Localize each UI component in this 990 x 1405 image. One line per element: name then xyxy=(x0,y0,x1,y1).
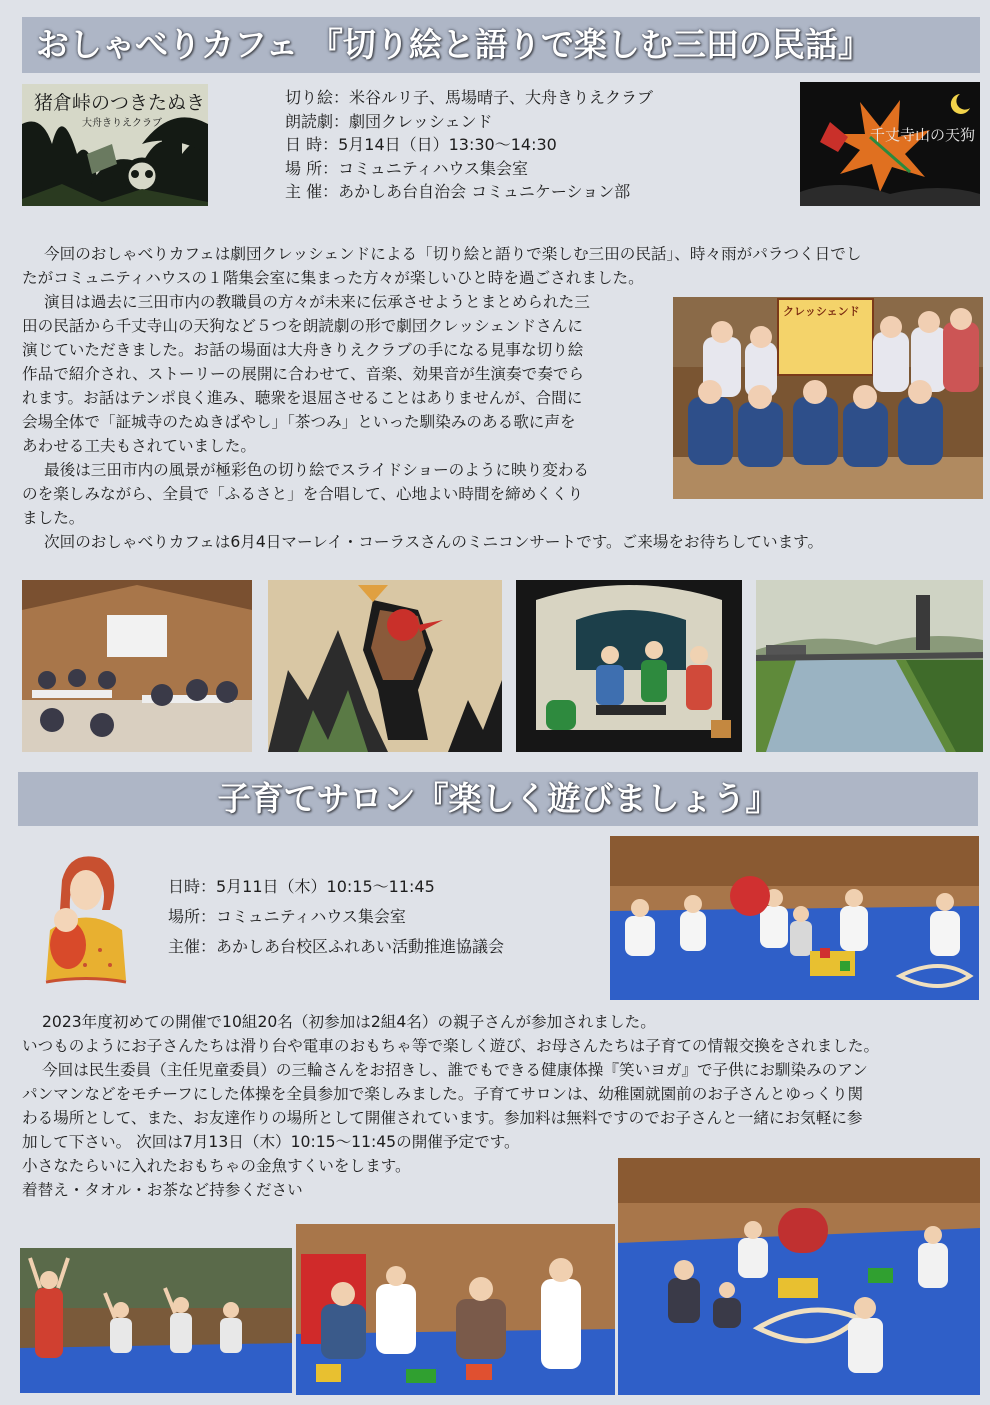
river-cutout-photo xyxy=(756,580,983,752)
cafe-title: おしゃべりカフェ 『切り絵と語りで楽しむ三田の民話』 xyxy=(22,17,980,73)
kirie-tengu-caption: 千丈寺山の天狗 xyxy=(870,126,976,144)
salon-info-date: 日時：5月11日（木）10:15～11:45 xyxy=(168,877,435,896)
cafe-info-place: 場 所：コミュニティハウス集会室 xyxy=(285,158,529,178)
salon-body-line: 小さなたらいに入れたおもちゃの金魚すくいをします。 xyxy=(22,1157,411,1175)
cafe-info-date: 日 時：5月14日（日）13:30～14:30 xyxy=(285,135,557,154)
cafe-info-kirie: 切り絵：米谷ルリ子、馬場晴子、大舟きりえクラブ xyxy=(285,88,654,107)
cafe-info xyxy=(285,86,653,204)
tengu-cutout-photo xyxy=(268,580,502,752)
salon-group-photo xyxy=(610,836,979,1000)
salon-info-host: 主催：あかしあ台校区ふれあい活動推進協議会 xyxy=(168,937,505,956)
kirie-tanuki-caption: 猪倉峠のつきたぬき xyxy=(34,92,206,114)
kirie-tanuki-image xyxy=(22,84,208,206)
kirie-tanuki-subcaption: 大舟きりえクラブ xyxy=(82,118,162,129)
cafe-info-host: 主 催：あかしあ台自治会 コミュニケーション部 xyxy=(285,182,631,201)
cafe-body-line: たがコミュニティハウスの１階集会室に集まった方々が楽しいひと時を過ごされました。 xyxy=(22,269,644,287)
cafe-body-line: 演じていただきました。お話の場面は大舟きりえクラブの手になる見事な切り絵 xyxy=(22,341,584,359)
salon-info-place: 場所：コミュニティハウス集会室 xyxy=(168,907,406,926)
cutout-scene-photo xyxy=(516,580,742,752)
salon-body-line: いつものようにお子さんたちは滑り台や電車のおもちゃ等で楽しく遊び、お母さんたちは子育ての情報交換をされました。 xyxy=(22,1037,880,1055)
mother-child-illustration xyxy=(40,850,132,990)
salon-train-photo xyxy=(618,1158,980,1395)
cafe-body-line: のを楽しみながら、全員で「ふるさと」を合唱して、心地よい時間を締めくくり xyxy=(22,485,584,503)
cafe-body-line: 会場全体で「証城寺のたぬきばやし」「茶つみ」といった馴染みのある歌に声を xyxy=(22,413,576,431)
cafe-body-line: ました。 xyxy=(22,509,85,527)
cafe-body-line: 最後は三田市内の風景が極彩色の切り絵でスライドショーのように映り変わる xyxy=(44,461,590,479)
kirie-tengu-image xyxy=(800,82,980,206)
cafe-body-line: 作品で紹介され、ストーリーの展開に合わせて、音楽、効果音が生演奏で奏でら xyxy=(22,365,584,383)
salon-body-line: 加して下さい。 次回は7月13日（木）10:15～11:45の開催予定です。 xyxy=(22,1133,520,1151)
group-photo-sign: クレッシェンド xyxy=(783,305,860,318)
cafe-group-photo xyxy=(673,297,983,499)
salon-exercise-photo xyxy=(20,1248,292,1393)
salon-body-line: パンマンなどをモチーフにした体操を全員参加で楽しみました。子育てサロンは、幼稚園就園前のお子さんとゆっくり関 xyxy=(22,1085,864,1103)
cafe-body-line: 田の民話から千丈寺山の天狗など５つを朗読劇の形で劇団クレッシェンドさんに xyxy=(22,317,583,335)
salon-body-line: 着替え・タオル・お茶など持参ください xyxy=(22,1181,303,1199)
cafe-body-line: 今回のおしゃべりカフェは劇団クレッシェンドによる「切り絵と語りで楽しむ三田の民話」、時々雨がパラつく日でし xyxy=(44,245,862,263)
cafe-body-line: 次回のおしゃべりカフェは6月4日マーレイ・コーラスさんのミニコンサートです。ご来場をお待ちしています。 xyxy=(44,533,824,551)
salon-body-line: 2023年度初めての開催で10組20名（初参加は2組4名）の親子さんが参加されました。 xyxy=(42,1013,656,1031)
salon-title: 子育てサロン『楽しく遊びましょう』 xyxy=(18,772,978,826)
cafe-body-line: れます。お話はテンポ良く進み、聴衆を退屈させることはありませんが、合間に xyxy=(22,389,583,407)
salon-info xyxy=(168,872,504,962)
cafe-hall-photo xyxy=(22,580,252,752)
cafe-info-reading: 朗読劇：劇団クレッシェンド xyxy=(285,111,493,131)
cafe-body-line: あわせる工夫もされていました。 xyxy=(22,437,256,455)
salon-body-line: わる場所として、また、お友達作りの場所として開催されています。参加料は無料ですのでお子さんと一緒にお気軽に参 xyxy=(22,1109,863,1127)
cafe-body-line: 演目は過去に三田市内の教職員の方々が未来に伝承させようとまとめられた三 xyxy=(44,293,590,311)
salon-toys-photo xyxy=(296,1224,615,1395)
salon-body-line: 今回は民生委員（主任児童委員）の三輪さんをお招きし、誰でもできる健康体操『笑いヨガ』で子供にお馴染みのアン xyxy=(42,1061,868,1079)
